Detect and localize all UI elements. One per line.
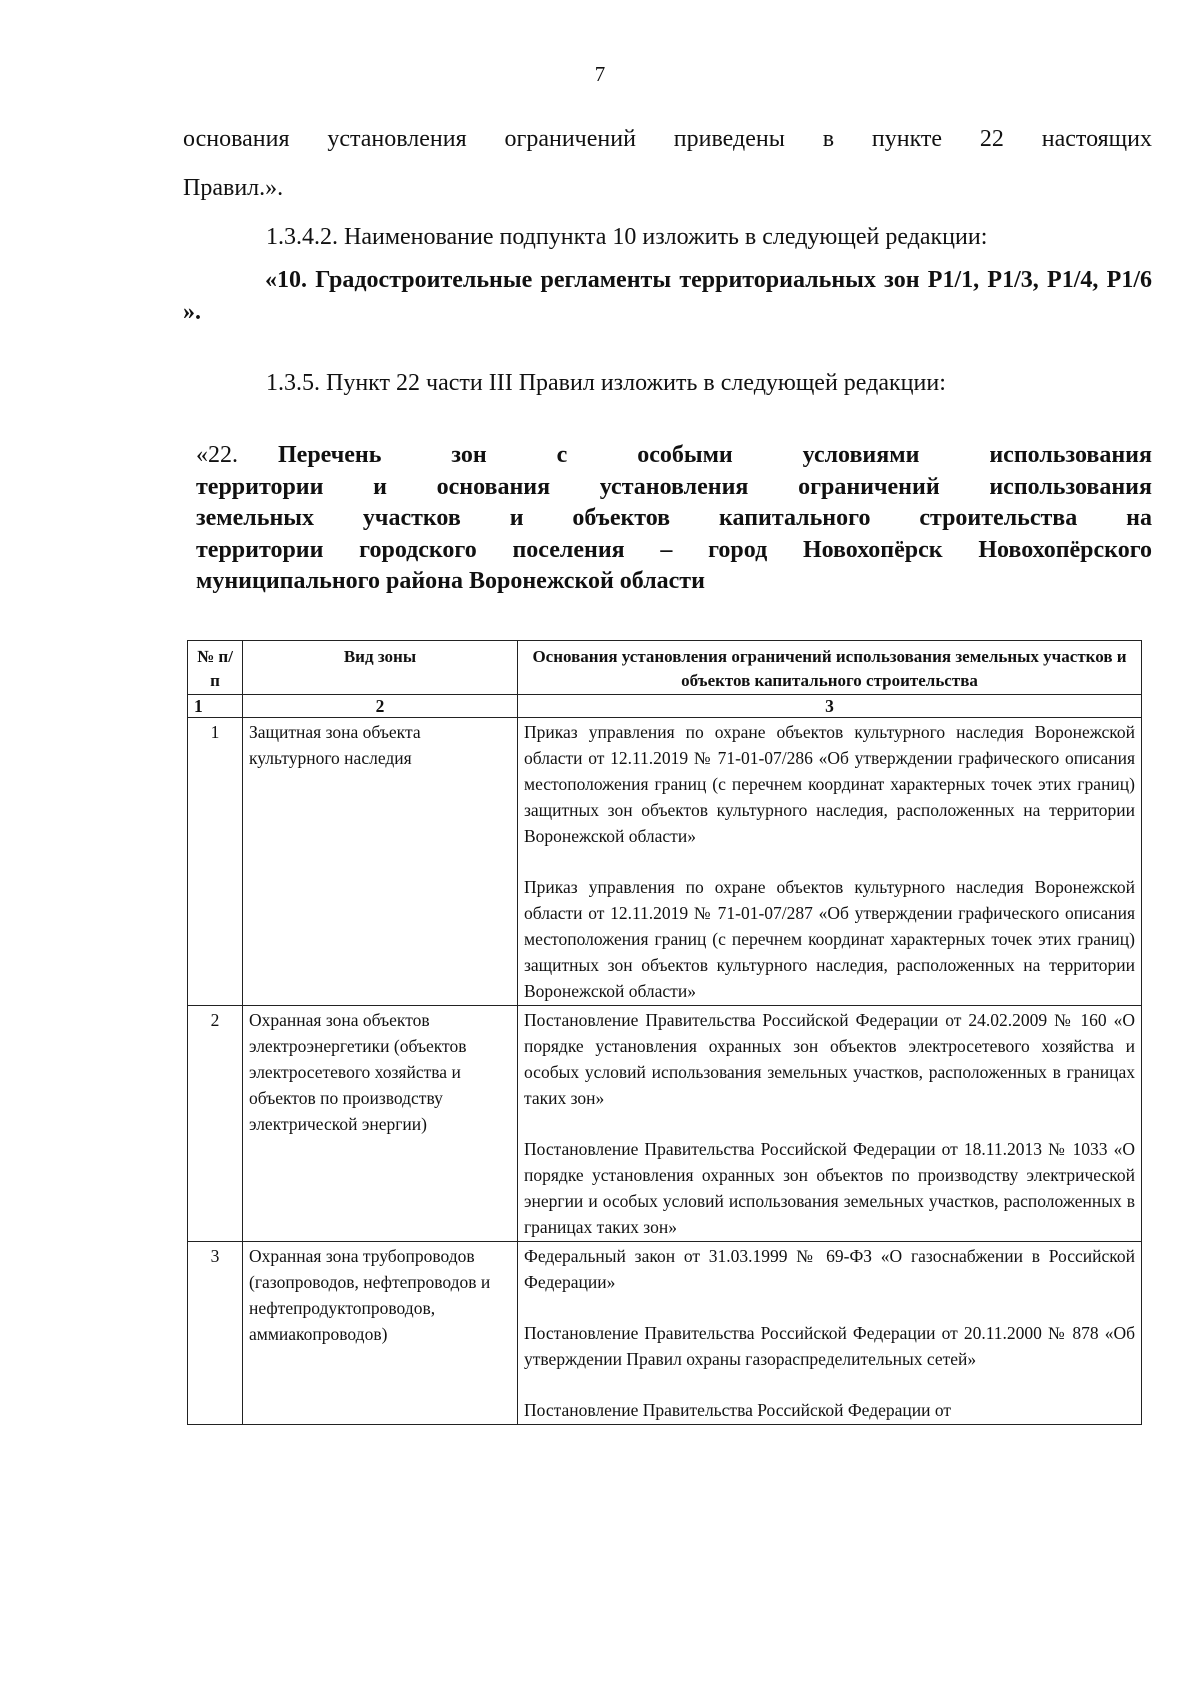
table-header-row <box>188 641 1142 695</box>
paragraph-continuation: основания установления ограничений приведены в пункте 22 настоящих <box>183 126 1152 152</box>
paragraph-1-3-5: 1.3.5. Пункт 22 части III Правил изложить в следующей редакции: <box>266 370 946 396</box>
heading-line-5: муниципального района Воронежской области <box>196 568 705 594</box>
basis-document: Постановление Правительства Российской Федерации от 18.11.2013 № 1033 «О порядке установления охранных зон объектов по производству электрической энергии и особых условий использования земельных участков, расположенных в границах таких зон» <box>524 1139 1135 1237</box>
subitem-10-title: «10. Градостроительные регламенты территориальных зон Р1/1, Р1/3, Р1/4, Р1/6 ». <box>183 267 1152 325</box>
row-number: 2 <box>188 1006 243 1242</box>
heading-number: «22. <box>196 442 238 468</box>
basis-document: Постановление Правительства Российской Федерации от <box>524 1400 952 1420</box>
zone-type: Охранная зона объектов электроэнергетики (объектов электросетевого хозяйства и объектов по производству электрической энергии) <box>243 1006 518 1242</box>
column-number: 1 <box>188 695 243 718</box>
paragraph-continuation-end: Правил.». <box>183 175 284 201</box>
basis-document: Федеральный закон от 31.03.1999 № 69-ФЗ «О газоснабжении в Российской Федерации» <box>524 1246 1135 1292</box>
table-row <box>188 1006 1142 1242</box>
header-basis: Основания установления ограничений использования земельных участков и объектов капитального строительства <box>518 641 1142 695</box>
zone-type: Охранная зона трубопроводов (газопроводов, нефтепроводов и нефтепродуктопроводов, аммиакопроводов) <box>243 1242 518 1425</box>
header-zone: Вид зоны <box>243 641 518 695</box>
row-number: 1 <box>188 718 243 1006</box>
heading-line-3: земельных участков и объектов капитального строительства на <box>196 505 1152 531</box>
basis-document: Постановление Правительства Российской Федерации от 24.02.2009 № 160 «О порядке установления охранных зон объектов электросетевого хозяйства и особых условий использования земельных участков, расположенных в границах таких зон» <box>524 1010 1135 1108</box>
zones-table <box>187 640 1142 1425</box>
header-num: № п/п <box>188 641 243 695</box>
heading-line-4: территории городского поселения – город Новохопёрск Новохопёрского <box>196 536 1152 563</box>
column-number-row <box>188 695 1142 718</box>
basis-document: Постановление Правительства Российской Федерации от 20.11.2000 № 878 «Об утверждении Правил охраны газораспределительных сетей» <box>524 1323 1135 1369</box>
zone-basis <box>518 718 1142 1006</box>
table-row <box>188 1242 1142 1425</box>
zone-basis <box>518 1006 1142 1242</box>
page-number: 7 <box>594 62 606 86</box>
section-22-heading <box>196 440 1152 598</box>
basis-document: Приказ управления по охране объектов культурного наследия Воронежской области от 12.11.2019 № 71-01-07/287 «Об утверждении графического описания местоположения границ (с перечнем координат характерных точек этих границ) защитных зон объектов культурного наследия, расположенных на территории Воронежской области» <box>524 877 1135 1001</box>
heading-line-2: территории и основания установления ограничений использования <box>196 473 1152 500</box>
paragraph-1-3-4-2: 1.3.4.2. Наименование подпункта 10 изложить в следующей редакции: <box>266 224 988 250</box>
heading-line-1 <box>196 440 1152 472</box>
zone-basis <box>518 1242 1142 1425</box>
basis-document: Приказ управления по охране объектов культурного наследия Воронежской области от 12.11.2019 № 71-01-07/286 «Об утверждении графического описания местоположения границ (с перечнем координат характерных точек этих границ) защитных зон объектов культурного наследия, расположенных на территории Воронежской области» <box>524 722 1135 846</box>
table-row <box>188 718 1142 1006</box>
column-number: 2 <box>243 695 518 718</box>
row-number: 3 <box>188 1242 243 1425</box>
heading-line-1-text: Перечень зон с особыми условиями использования <box>278 442 1152 468</box>
column-number: 3 <box>518 695 1142 718</box>
zone-type: Защитная зона объекта культурного наследия <box>243 718 518 1006</box>
